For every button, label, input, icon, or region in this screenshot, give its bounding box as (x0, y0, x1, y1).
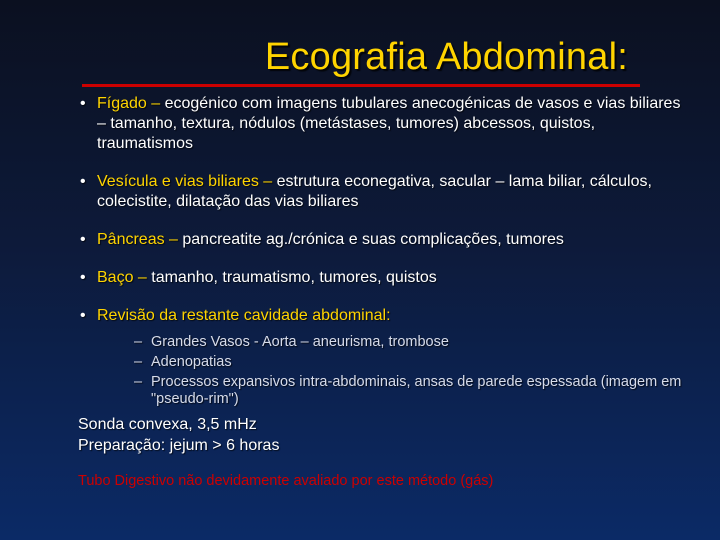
bullet-text: ecogénico com imagens tubulares anecogénicas de vasos e vias biliares – tamanho, textura, nódulos (metástases, tumores) abcessos, quistos, traumatismos (97, 95, 681, 152)
bullet-text: tamanho, traumatismo, tumores, quistos (146, 269, 437, 286)
bullet-icon: • (80, 307, 86, 324)
sub-item-text: Processos expansivos intra-abdominais, ansas de parede espessada (imagem em "pseudo-rim") (151, 374, 682, 407)
bullet-text: estrutura econegativa, sacular – lama biliar, cálculos, colecistite, dilatação das vias biliares (97, 173, 652, 210)
probe-info (78, 414, 279, 456)
bullet-list (80, 94, 690, 426)
bullet-icon: • (80, 95, 86, 112)
bullet-label: Fígado – (97, 95, 161, 112)
sub-item-text: Adenopatias (151, 354, 232, 370)
sub-item-text: Grandes Vasos - Aorta – aneurisma, trombose (151, 334, 449, 350)
bullet-icon: • (80, 173, 86, 190)
dash-icon: – (134, 334, 143, 350)
slide-title: Ecografia Abdominal: (264, 36, 628, 78)
bullet-item-figado (80, 94, 690, 154)
footnote: Tubo Digestivo não devidamente avaliado por este método (gás) (78, 473, 494, 489)
dash-icon: – (134, 354, 143, 370)
sub-bullet-list (97, 334, 690, 408)
bullet-item-baco (80, 268, 690, 288)
sub-item-adenopatias (134, 354, 690, 371)
bullet-label: Revisão da restante cavidade abdominal: (97, 307, 391, 324)
sub-item-processos (134, 374, 690, 408)
bullet-item-pancreas (80, 230, 690, 250)
bullet-icon: • (80, 231, 86, 248)
bullet-item-revisao (80, 306, 690, 408)
bullet-icon: • (80, 269, 86, 286)
bullet-label: Baço – (97, 269, 147, 286)
probe-line: Sonda convexa, 3,5 mHz (78, 416, 257, 433)
sub-item-grandes-vasos (134, 334, 690, 351)
title-underline (82, 84, 640, 87)
bullet-label: Pâncreas – (97, 231, 178, 248)
bullet-text: pancreatite ag./crónica e suas complicações, tumores (177, 231, 564, 248)
bullet-label: Vesícula e vias biliares – (97, 173, 273, 190)
bullet-item-vesicula (80, 172, 690, 212)
dash-icon: – (134, 374, 143, 390)
preparation-line: Preparação: jejum > 6 horas (78, 437, 280, 454)
